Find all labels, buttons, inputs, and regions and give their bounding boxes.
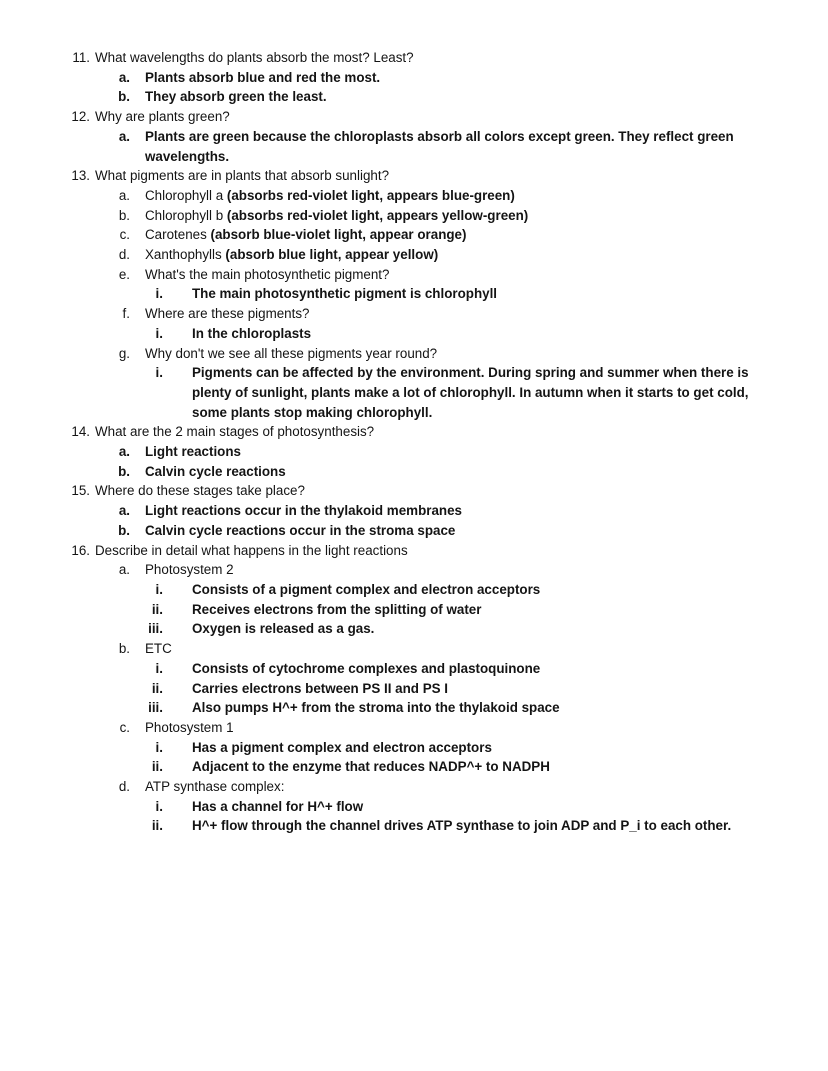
list-text bbox=[192, 602, 481, 617]
list-item bbox=[0, 738, 766, 758]
text-segment: In the chloroplasts bbox=[192, 325, 312, 341]
list-text bbox=[145, 70, 380, 85]
list-text bbox=[95, 168, 389, 183]
list-marker: i. bbox=[155, 581, 163, 597]
list-item bbox=[0, 797, 766, 817]
text-segment: Oxygen is released as a gas. bbox=[192, 621, 375, 637]
list-marker: a. bbox=[118, 444, 130, 460]
list-item bbox=[0, 245, 766, 265]
list-text bbox=[95, 50, 414, 65]
list-text bbox=[192, 759, 550, 774]
list-item bbox=[0, 363, 766, 422]
text-segment: Where are these pigments? bbox=[145, 306, 310, 322]
list-item bbox=[0, 166, 766, 186]
text-segment: Where do these stages take place? bbox=[95, 483, 305, 499]
list-item bbox=[0, 265, 766, 285]
list-text bbox=[145, 267, 389, 282]
text-segment: Photosystem 1 bbox=[145, 719, 234, 735]
list-text bbox=[145, 523, 455, 538]
text-segment: Why don't we see all these pigments year round? bbox=[145, 345, 438, 361]
list-text bbox=[192, 365, 749, 419]
list-marker: 13. bbox=[71, 168, 90, 184]
text-segment: Adjacent to the enzyme that reduces NADP^+ to NADPH bbox=[192, 759, 550, 775]
text-segment: Why are plants green? bbox=[95, 109, 230, 125]
list-marker: 12. bbox=[71, 109, 90, 125]
text-segment: Consists of a pigment complex and electron acceptors bbox=[192, 581, 541, 597]
list-marker: g. bbox=[118, 345, 130, 361]
list-item bbox=[0, 442, 766, 462]
text-segment: Carotenes bbox=[145, 227, 211, 243]
text-segment: Xanthophylls bbox=[145, 247, 226, 263]
list-item bbox=[0, 206, 766, 226]
text-segment: (absorbs red-violet light, appears blue-green) bbox=[226, 187, 515, 203]
list-marker: c. bbox=[119, 227, 130, 243]
text-segment: H^+ flow through the channel drives ATP synthase to join ADP and P_i to each other. bbox=[192, 818, 732, 834]
list-marker: b. bbox=[118, 641, 130, 657]
list-marker: ii. bbox=[151, 601, 163, 617]
text-segment: Plants absorb blue and red the most. bbox=[145, 69, 381, 85]
list-item bbox=[0, 521, 766, 541]
list-item bbox=[0, 580, 766, 600]
list-item bbox=[0, 639, 766, 659]
list-marker: b. bbox=[118, 207, 130, 223]
text-segment: Chlorophyll b bbox=[145, 207, 227, 223]
list-text bbox=[145, 779, 284, 794]
text-segment: Calvin cycle reactions bbox=[145, 463, 286, 479]
list-text bbox=[145, 247, 438, 262]
list-text bbox=[192, 818, 731, 833]
list-text bbox=[145, 306, 310, 321]
text-segment: Consists of cytochrome complexes and plastoquinone bbox=[192, 660, 541, 676]
text-segment: Light reactions occur in the thylakoid membranes bbox=[145, 503, 462, 519]
list-marker: iii. bbox=[148, 621, 163, 637]
list-item bbox=[0, 344, 766, 364]
list-item bbox=[0, 777, 766, 797]
list-item bbox=[0, 481, 766, 501]
list-text bbox=[145, 464, 286, 479]
text-segment: They absorb green the least. bbox=[145, 89, 327, 105]
document-list bbox=[0, 48, 766, 836]
list-item bbox=[0, 541, 766, 561]
list-text bbox=[192, 799, 363, 814]
list-marker: i. bbox=[155, 325, 163, 341]
list-item bbox=[0, 186, 766, 206]
list-item bbox=[0, 462, 766, 482]
list-item bbox=[0, 679, 766, 699]
list-text bbox=[192, 582, 540, 597]
list-marker: 16. bbox=[71, 542, 90, 558]
text-segment: Chlorophyll a bbox=[145, 187, 227, 203]
list-item bbox=[0, 225, 766, 245]
list-marker: 11. bbox=[72, 50, 90, 65]
text-segment: Receives electrons from the splitting of water bbox=[192, 601, 482, 617]
text-segment: Light reactions bbox=[145, 444, 241, 460]
text-segment: Has a channel for H^+ flow bbox=[192, 798, 364, 814]
list-item bbox=[0, 698, 766, 718]
list-item bbox=[0, 324, 766, 344]
text-segment: Has a pigment complex and electron acceptors bbox=[192, 739, 492, 755]
list-marker: d. bbox=[118, 779, 130, 795]
list-text bbox=[145, 208, 528, 223]
list-item bbox=[0, 107, 766, 127]
list-marker: i. bbox=[155, 286, 163, 302]
list-marker: ii. bbox=[151, 680, 163, 696]
list-item bbox=[0, 422, 766, 442]
list-text bbox=[145, 641, 172, 656]
text-segment: Describe in detail what happens in the light reactions bbox=[95, 542, 408, 558]
list-text bbox=[192, 326, 311, 341]
list-marker: a. bbox=[118, 187, 130, 203]
text-segment: What are the 2 main stages of photosynthesis? bbox=[95, 424, 375, 440]
list-text bbox=[145, 562, 234, 577]
list-text bbox=[95, 483, 305, 498]
list-item bbox=[0, 48, 766, 68]
list-marker: i. bbox=[155, 365, 163, 381]
list-item bbox=[0, 718, 766, 738]
list-text bbox=[145, 129, 734, 164]
list-text bbox=[145, 227, 466, 242]
list-text bbox=[192, 621, 374, 636]
text-segment: Also pumps H^+ from the stroma into the thylakoid space bbox=[192, 700, 560, 716]
list-marker: b. bbox=[118, 89, 130, 105]
list-marker: 15. bbox=[71, 483, 90, 499]
list-item bbox=[0, 127, 766, 166]
list-text bbox=[145, 89, 327, 104]
text-segment: What pigments are in plants that absorb sunlight? bbox=[95, 168, 390, 184]
list-item bbox=[0, 560, 766, 580]
list-marker: b. bbox=[118, 463, 130, 479]
text-segment: The main photosynthetic pigment is chlorophyll bbox=[192, 286, 498, 302]
list-marker: c. bbox=[119, 719, 130, 735]
list-marker: b. bbox=[118, 522, 130, 538]
text-segment: (absorb blue-violet light, appear orange) bbox=[210, 227, 467, 243]
text-segment: Carries electrons between PS II and PS I bbox=[192, 680, 449, 696]
list-item bbox=[0, 284, 766, 304]
list-item bbox=[0, 501, 766, 521]
list-item bbox=[0, 87, 766, 107]
list-text bbox=[192, 661, 540, 676]
text-segment: Photosystem 2 bbox=[145, 562, 234, 578]
list-text bbox=[192, 681, 448, 696]
text-segment: What's the main photosynthetic pigment? bbox=[145, 266, 390, 282]
list-text bbox=[145, 720, 234, 735]
list-item bbox=[0, 619, 766, 639]
list-text bbox=[192, 740, 492, 755]
text-segment: Plants are green because the chloroplasts absorb all colors except green. They reflect green wavelengths. bbox=[145, 128, 734, 164]
text-segment: (absorbs red-violet light, appears yellow-green) bbox=[226, 207, 529, 223]
list-item bbox=[0, 304, 766, 324]
list-text bbox=[95, 424, 374, 439]
list-marker: ii. bbox=[151, 818, 163, 834]
list-marker: i. bbox=[155, 739, 163, 755]
list-marker: a. bbox=[118, 503, 130, 519]
text-segment: What wavelengths do plants absorb the most? Least? bbox=[95, 50, 414, 65]
text-segment: Pigments can be affected by the environment. During spring and summer when there is plenty of sunlight, plants make a lot of chlorophyll. In autumn when it starts to get cold, some plants stop making chlorophyll. bbox=[192, 365, 749, 420]
list-marker: 14. bbox=[71, 424, 90, 440]
list-text bbox=[192, 286, 497, 301]
list-marker: f. bbox=[122, 306, 130, 322]
list-text bbox=[145, 346, 437, 361]
list-text bbox=[145, 444, 241, 459]
list-text bbox=[145, 188, 515, 203]
list-text bbox=[192, 700, 560, 715]
list-marker: a. bbox=[118, 69, 130, 85]
list-marker: a. bbox=[118, 562, 130, 578]
list-item bbox=[0, 659, 766, 679]
list-marker: i. bbox=[155, 660, 163, 676]
text-segment: Calvin cycle reactions occur in the stroma space bbox=[145, 522, 456, 538]
list-item bbox=[0, 757, 766, 777]
text-segment: (absorb blue light, appear yellow) bbox=[225, 247, 439, 263]
list-marker: d. bbox=[118, 247, 130, 263]
list-item bbox=[0, 600, 766, 620]
list-marker: iii. bbox=[148, 700, 163, 716]
list-marker: a. bbox=[118, 128, 130, 144]
list-marker: i. bbox=[155, 798, 163, 814]
list-item bbox=[0, 816, 766, 836]
list-marker: e. bbox=[118, 266, 130, 282]
text-segment: ETC bbox=[145, 641, 172, 657]
list-marker: ii. bbox=[151, 759, 163, 775]
list-item bbox=[0, 68, 766, 88]
list-text bbox=[95, 109, 230, 124]
list-text bbox=[145, 503, 462, 518]
text-segment: ATP synthase complex: bbox=[145, 779, 285, 795]
list-text bbox=[95, 543, 408, 558]
